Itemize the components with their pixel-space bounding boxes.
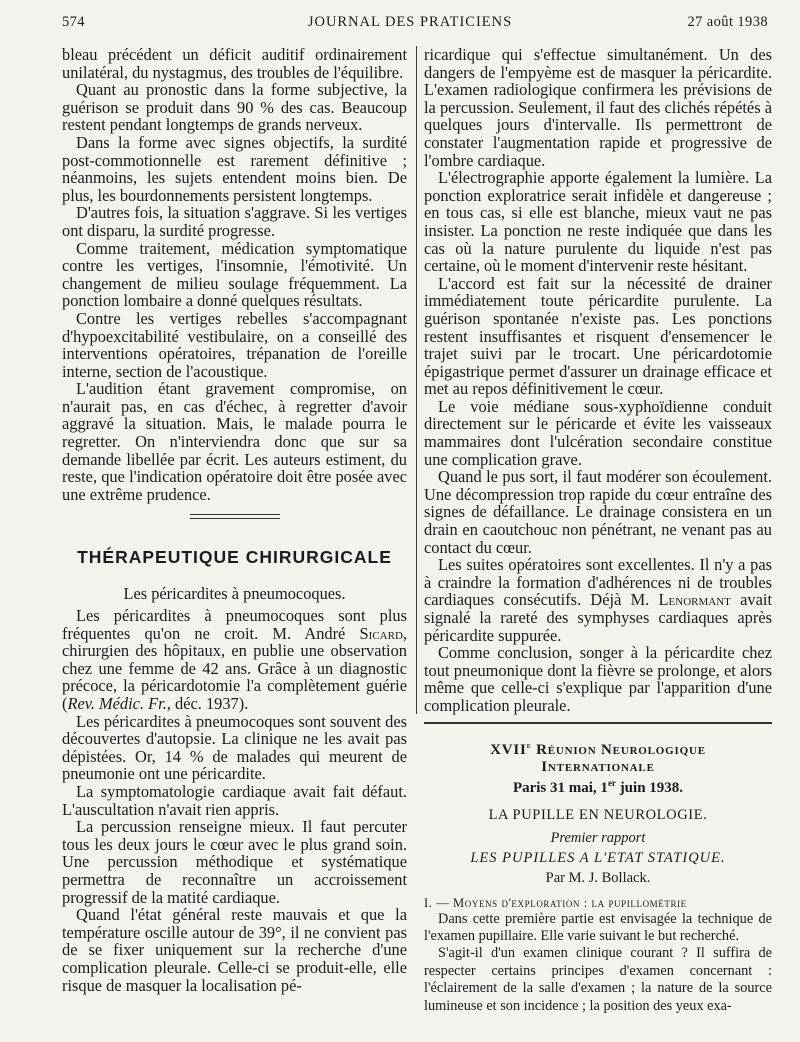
- citation: Rev. Médic. Fr.: [67, 694, 167, 713]
- text-run: Paris 31 mai, 1: [512, 779, 608, 796]
- report-author: Par M. J. Bollack.: [545, 869, 651, 886]
- report-title: LES PUPILLES A L'ETAT STATIQUE.: [470, 849, 726, 866]
- paragraph: La percussion renseigne mieux. Il faut percuter tous les deux jours le cœur avec le plus grand soin. Une percussion méthodique et systématique permettra de reconnaître un accroissement progressif de la matité cardiaque.: [62, 817, 407, 907]
- paragraph: Comme conclusion, songer à la péricardite chez tout pneumonique dont la fièvre se prolonge, et alors même que celle-ci s'explique par l'apparition d'une complication pleurale.: [424, 643, 772, 715]
- paragraph: Dans la forme avec signes objectifs, la surdité post-commotionnelle est rarement définitive ; néanmoins, les sujets entendent moins bien. De plus, les bourdonnements persistent longtemps.: [62, 132, 407, 205]
- paragraph: L'audition étant gravement compromise, on n'aurait pas, en cas d'échec, à regretter d'avoir aggravé la situation. Mais, le malade pourra le regretter. On n'interviendra donc que sur sa demande libellée par écrit. Les auteurs estiment, du reste, que l'indication opératoire doit être posée avec une extrême prudence.: [62, 379, 407, 504]
- text-run: Les péricardites à pneumocoques sont plus fréquentes qu'on ne croit. M. André: [62, 606, 407, 643]
- section-title: THÉRAPEUTIQUE CHIRURGICALE: [77, 547, 392, 568]
- text-run: , déc. 1937).: [166, 694, 249, 713]
- paragraph: Contre les vertiges rebelles s'accompagnant d'hypoexcitabilité vestibulaire, on a conseillé des interventions opératoires, trépanation de l'oreille interne, section de l'acoustique.: [62, 308, 407, 381]
- paragraph: Dans cette première partie est envisagée la technique de l'examen pupillaire. Elle varie suivant le but recherché.: [424, 910, 772, 944]
- text-run: Les suites opératoires sont excellentes. Il n'y a pas à craindre la formation d'adhérences ni de troubles cardiaques consécutifs. Déjà M.: [424, 555, 772, 610]
- column-divider: [416, 46, 417, 714]
- article-title: Les péricardites à pneumocoques.: [123, 584, 346, 604]
- paragraph: Comme traitement, médication symptomatique contre les vertiges, l'insomnie, l'émotivité. Un changement de milieu soulage fréquemment. La ponction lombaire a donné quelques résultats.: [62, 238, 407, 311]
- section-rule: [424, 722, 772, 724]
- paragraph: Quand l'état général reste mauvais et que la température oscille autour de 39°, il ne convient pas de se fixer uniquement sur la recherche d'une complication pleurale. Celle-ci se produit-elle, elle risque de masquer la localisation pé-: [62, 905, 407, 995]
- paragraph: L'électrographie apporte également la lumière. La ponction exploratrice serait infidèle et dangereuse ; en tous cas, si elle est blanche, mieux vaut ne pas insister. La ponction ne reste indiquée que dans les cas où la nature purulente du liquide n'est pas certaine, où le moment d'intervenir reste hésitant.: [424, 168, 772, 276]
- text-run: Réunion Neurologique: [531, 741, 706, 758]
- reunion-title: [424, 739, 772, 776]
- running-header: [52, 14, 768, 36]
- superscript: e: [526, 739, 532, 750]
- issue-date: 27 août 1938: [687, 14, 768, 30]
- section-separator: [190, 514, 280, 519]
- topic-title: LA PUPILLE EN NEUROLOGIE.: [488, 806, 708, 823]
- report-label: Premier rapport: [550, 829, 646, 846]
- paragraph: [424, 556, 772, 644]
- paragraph: ricardique qui s'effectue simultanément. Un des dangers de l'empyème est de masquer la péricardite. L'examen radiologique confirmera les prévisions de la percussion. Seulement, il faut des clichés répétés à quelques jours d'intervalle. Ils permettront de constater l'augmentation rapide et progressive de l'ombre cardiaque.: [424, 45, 772, 170]
- author-name: Sicard: [359, 623, 403, 643]
- text-run: Internationale: [541, 758, 655, 775]
- report-body: [424, 911, 772, 1015]
- paragraph: S'agit-il d'un examen clinique courant ? Il suffira de respecter certains principes d'examen concernant : l'éclairement de la salle d'examen ; la nature de la source lumineuse et son incidence ; la position des yeux exa-: [424, 945, 772, 1014]
- text-run: avait signalé la rareté des symphyses cardiaques après péricardite suppurée.: [424, 590, 772, 645]
- author-name: Lenormant: [658, 590, 731, 610]
- part-heading: I. — Moyens d'exploration : la pupillométrie: [424, 895, 687, 910]
- left-column: [62, 46, 407, 994]
- page-number: 574: [62, 14, 85, 30]
- text-run: XVII: [490, 741, 527, 758]
- paragraph: La symptomatologie cardiaque avait fait défaut. L'auscultation n'avait rien appris.: [62, 781, 407, 819]
- paragraph: Les péricardites à pneumocoques sont souvent des découvertes d'autopsie. La clinique ne les avait pas dépistées. Or, 14 % de malades qui meurent de pneumonie ont une péricardite.: [62, 711, 407, 784]
- paragraph: [62, 607, 407, 713]
- text-run: , chirurgien des hôpitaux, en publie une observation chez une femme de 42 ans. Grâce à un diagnostic précoce, la péricardotomie l'a complètement guérie (: [62, 623, 407, 713]
- paragraph: Quand le pus sort, il faut modérer son écoulement. Une décompression trop rapide du cœur entraîne des signes de défaillance. Le drainage consistera en un drain en caoutchouc non pénétrant, ne venant pas au contact du cœur.: [424, 467, 772, 557]
- superscript: er: [607, 777, 616, 788]
- paragraph: L'accord est fait sur la nécessité de drainer immédiatement toute péricardite purulente. La guérison spontanée n'existe pas. Les ponctions restent insuffisantes et risquent d'ensemencer le trajet suivi par le trocart. Une péricardotomie épigastrique permet d'assurer un drainage efficace et met au repos définitivement le cœur.: [424, 273, 772, 399]
- paragraph: bleau précédent un déficit auditif ordinairement unilatéral, du nystagmus, des troubles de l'équilibre.: [62, 45, 407, 82]
- paragraph: Le voie médiane sous-xyphoïdienne conduit directement sur le péricarde et évite les vaisseaux mammaires dont l'ulcération secondaire constitue une complication grave.: [424, 396, 772, 469]
- paragraph: Quant au pronostic dans la forme subjective, la guérison se produit dans 90 % des cas. Beaucoup restent pendant longtemps de grands nerveux.: [62, 80, 407, 135]
- reunion-dates: [424, 777, 772, 797]
- text-run: juin 1938.: [615, 779, 684, 796]
- journal-title: JOURNAL DES PRATICIENS: [307, 14, 513, 30]
- paragraph: D'autres fois, la situation s'aggrave. Si les vertiges ont disparu, la surdité progresse.: [62, 203, 407, 240]
- right-column: [424, 46, 772, 1015]
